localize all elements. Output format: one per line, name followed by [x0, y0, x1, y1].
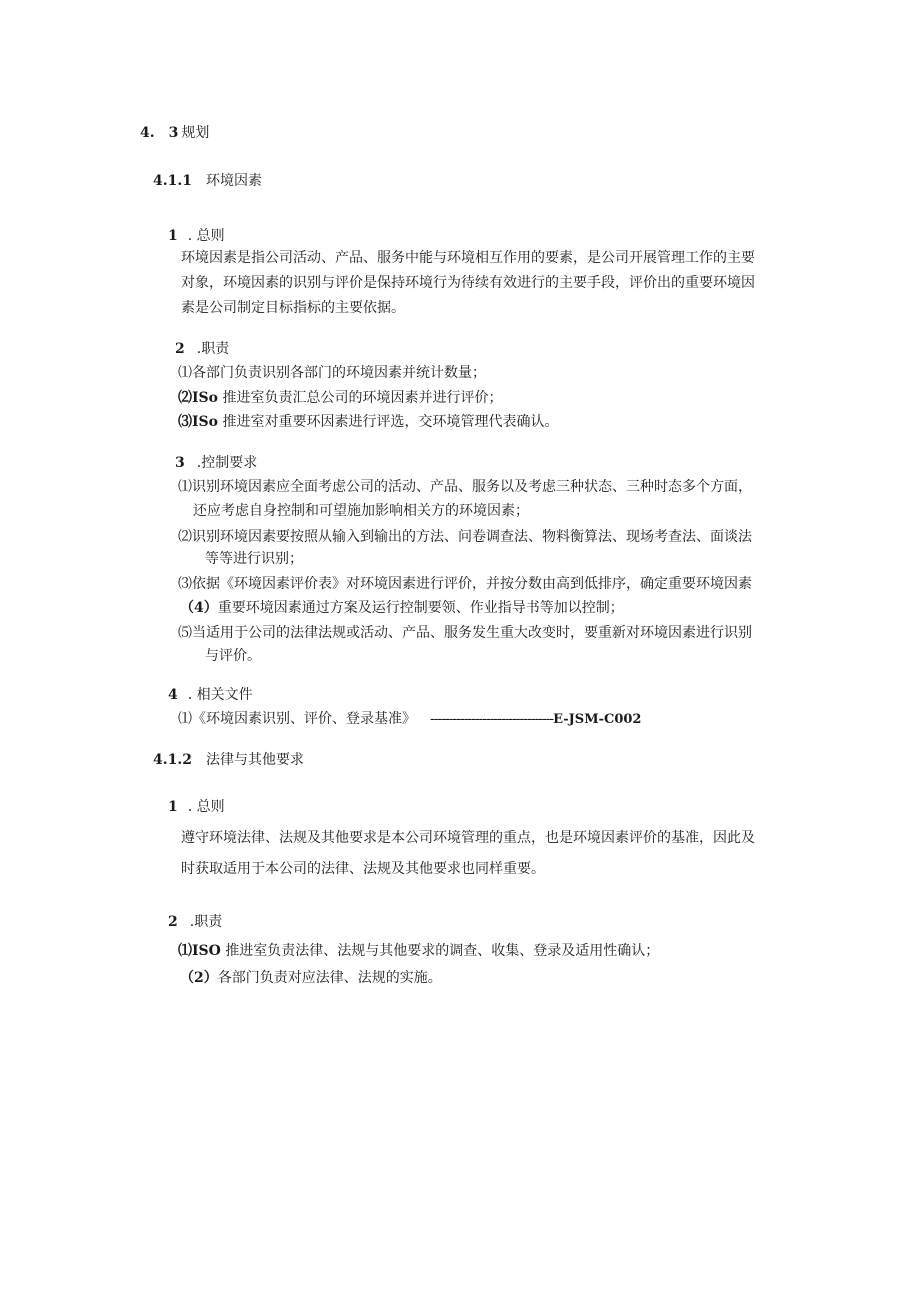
reference-title: 《环境因素识别、评价、登录基准》: [192, 711, 416, 727]
reference-code: E-JSM-C002: [553, 712, 642, 727]
list-item: ⑵识别环境因素要按照从输入到输出的方法、问卷调查法、物料衡算法、现场考查法、面谈法: [178, 529, 752, 545]
list-item: ⑸当适用于公司的法律法规或活动、产品、服务发生重大改变时，要重新对环境因素进行识别: [178, 625, 752, 641]
section-heading: [140, 123, 209, 143]
list-item: （2）各部门负责对应法律、法规的实施。: [180, 970, 442, 986]
list-item: ⑵ISo 推进室负责汇总公司的环境因素并进行评价；: [178, 390, 503, 406]
subsection-number: 4.1.1: [153, 173, 192, 189]
para-heading: 2 .职责: [175, 341, 230, 357]
list-item: ⑴识别环境因素应全面考虑公司的活动、产品、服务以及考虑三种状态、三种时态多个方面，: [178, 479, 752, 495]
list-item: ⑴ISO 推进室负责法律、法规与其他要求的调查、收集、登录及适用性确认；: [178, 943, 660, 959]
body-line: 遵守环境法律、法规及其他要求是本公司环境管理的重点，也是环境因素评价的基准，因此及: [181, 830, 755, 846]
body-line: 时获取适用于本公司的法律、法规及其他要求也同样重要。: [181, 861, 545, 877]
list-item: ⑶ISo 推进室对重要环因素进行评选，交环境管理代表确认。: [178, 414, 559, 430]
para-heading: 2 .职责: [168, 914, 223, 930]
reference-leader: ---------------------------------: [430, 711, 554, 727]
list-item: ⑶依据《环境因素评价表》对环境因素进行评价，并按分数由高到低排序，确定重要环境因素: [178, 576, 752, 592]
section-title: 规划: [181, 125, 210, 141]
subsection-title: 法律与其他要求: [205, 752, 304, 768]
body-line: 素是公司制定目标指标的主要依据。: [181, 300, 405, 316]
reference-item: ⑴《环境因素识别、评价、登录基准》 ---------------------------------E-JSM-C002: [178, 711, 642, 727]
section-number-b: 3: [168, 125, 179, 141]
para-heading: 1 . 总则: [168, 799, 225, 815]
subsection-heading-411: [153, 171, 262, 191]
para-heading: 4 . 相关文件: [168, 687, 253, 703]
subsection-title: 环境因素: [205, 173, 262, 189]
subsection-number: 4.1.2: [153, 752, 192, 768]
list-item-continuation: 与评价。: [205, 648, 261, 664]
list-item: （4）重要环境因素通过方案及运行控制要领、作业指导书等加以控制；: [180, 600, 624, 616]
body-line: 对象，环境因素的识别与评价是保持环境行为待续有效进行的主要手段，评价出的重要环境因: [181, 275, 755, 291]
list-item: ⑴各部门负责识别各部门的环境因素并统计数量；: [178, 365, 486, 381]
body-line: 环境因素是指公司活动、产品、服务中能与环境相互作用的要素，是公司开展管理工作的主要: [181, 250, 755, 266]
section-number-a: 4.: [140, 125, 155, 141]
list-item-continuation: 还应考虑自身控制和可望施加影响相关方的环境因素；: [193, 503, 529, 519]
subsection-heading-412: [153, 750, 304, 770]
para-heading: 3 .控制要求: [175, 455, 258, 471]
para-heading: 1 . 总则: [168, 228, 225, 244]
list-item-continuation: 等等进行识别；: [205, 551, 303, 567]
